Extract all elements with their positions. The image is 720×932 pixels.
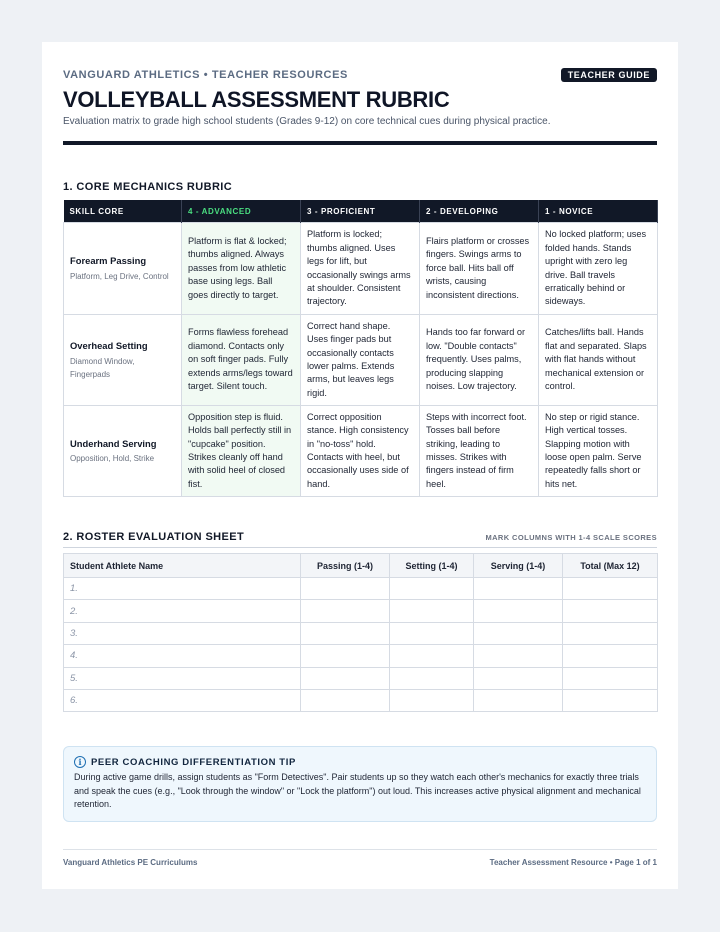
rubric-row-forearm-passing xyxy=(64,223,658,315)
col-passing: Passing (1-4) xyxy=(301,554,390,578)
teacher-guide-badge: TEACHER GUIDE xyxy=(561,68,657,82)
roster-row xyxy=(64,622,658,644)
passing-score-cell[interactable] xyxy=(301,578,390,600)
skill-name: Underhand Serving xyxy=(70,437,157,449)
developing-cell: Steps with incorrect foot. Tosses ball before striking, leading to misses. Strikes with fingers instead of firm heel. xyxy=(420,406,539,497)
athlete-name-cell[interactable]: 5. xyxy=(64,667,301,689)
footer-left: Vanguard Athletics PE Curriculums xyxy=(63,858,198,867)
col-serving: Serving (1-4) xyxy=(474,554,563,578)
roster-section-header xyxy=(63,531,657,548)
setting-score-cell[interactable] xyxy=(390,622,474,644)
passing-score-cell[interactable] xyxy=(301,689,390,711)
roster-section-title: 2. ROSTER EVALUATION SHEET xyxy=(63,531,245,543)
advanced-cell: Forms flawless forehead diamond. Contacts only on soft finger pads. Fully extends arms/legs toward target. Silent touch. xyxy=(182,315,301,406)
serving-score-cell[interactable] xyxy=(474,667,563,689)
skill-name: Forearm Passing xyxy=(70,255,147,267)
rubric-table xyxy=(63,200,658,497)
rubric-row-overhead-setting xyxy=(64,315,658,406)
footer-right: Teacher Assessment Resource • Page 1 of 1 xyxy=(489,858,657,867)
rubric-row-underhand-serving xyxy=(64,406,658,497)
setting-score-cell[interactable] xyxy=(390,645,474,667)
peer-coaching-tip-box xyxy=(63,746,657,821)
header-divider xyxy=(63,141,657,145)
serving-score-cell[interactable] xyxy=(474,578,563,600)
roster-row xyxy=(64,667,658,689)
col-athlete-name: Student Athlete Name xyxy=(64,554,301,578)
roster-row xyxy=(64,689,658,711)
total-score-cell[interactable] xyxy=(563,689,658,711)
col-skill-core: SKILL CORE xyxy=(64,200,182,223)
roster-header-row xyxy=(64,554,658,578)
total-score-cell[interactable] xyxy=(563,622,658,644)
tip-body: During active game drills, assign students as "Form Detectives". Pair students up so they watch each other's mechanics for exactly three trials and speak the cues (e.g., "Look through the window" or "Lock the platform") out loud. This increases active physical alignment and mechanical retention. xyxy=(74,772,641,810)
total-score-cell[interactable] xyxy=(563,578,658,600)
developing-cell: Hands too far forward or low. "Double contacts" frequently. Uses palms, producing slapping noises. Low trajectory. xyxy=(420,315,539,406)
setting-score-cell[interactable] xyxy=(390,600,474,622)
total-score-cell[interactable] xyxy=(563,667,658,689)
passing-score-cell[interactable] xyxy=(301,622,390,644)
page-title: VOLLEYBALL ASSESSMENT RUBRIC xyxy=(63,87,450,112)
advanced-cell: Opposition step is fluid. Holds ball perfectly still in "cupcake" position. Strikes cleanly off hand with solid heel of closed fist. xyxy=(182,406,301,497)
roster-row xyxy=(64,645,658,667)
novice-cell: No step or rigid stance. High vertical tosses. Slapping motion with loose open palm. Serve repeatedly falls short or hits net. xyxy=(539,406,658,497)
serving-score-cell[interactable] xyxy=(474,600,563,622)
rubric-section-title: 1. CORE MECHANICS RUBRIC xyxy=(63,181,233,193)
athlete-name-cell[interactable]: 3. xyxy=(64,622,301,644)
skill-name: Overhead Setting xyxy=(70,340,148,352)
col-total: Total (Max 12) xyxy=(563,554,658,578)
col-advanced: 4 - ADVANCED xyxy=(182,200,301,223)
col-proficient: 3 - PROFICIENT xyxy=(301,200,420,223)
page-footer xyxy=(63,849,657,867)
col-novice: 1 - NOVICE xyxy=(539,200,658,223)
skill-cues: Opposition, Hold, Strike xyxy=(70,454,155,464)
col-developing: 2 - DEVELOPING xyxy=(420,200,539,223)
skill-cell xyxy=(64,315,182,406)
serving-score-cell[interactable] xyxy=(474,645,563,667)
rubric-header-row xyxy=(64,200,658,223)
proficient-cell: Correct opposition stance. High consistency in "no-toss" hold. Contacts with heel, but occasionally uses side of hand. xyxy=(301,406,420,497)
skill-cues: Diamond Window, Fingerpads xyxy=(70,356,135,379)
total-score-cell[interactable] xyxy=(563,600,658,622)
proficient-cell: Correct hand shape. Uses finger pads but occasionally contacts lower palms. Extends arms, but leaves legs rigid. xyxy=(301,315,420,406)
novice-cell: Catches/lifts ball. Hands flat and separated. Slaps with flat hands without mechanical extension or control. xyxy=(539,315,658,406)
passing-score-cell[interactable] xyxy=(301,600,390,622)
roster-scale-note: MARK COLUMNS WITH 1-4 SCALE SCORES xyxy=(485,532,657,542)
header-top-row xyxy=(63,68,657,82)
athlete-name-cell[interactable]: 6. xyxy=(64,689,301,711)
roster-row xyxy=(64,600,658,622)
document-page xyxy=(42,42,678,889)
serving-score-cell[interactable] xyxy=(474,622,563,644)
passing-score-cell[interactable] xyxy=(301,645,390,667)
passing-score-cell[interactable] xyxy=(301,667,390,689)
athlete-name-cell[interactable]: 1. xyxy=(64,578,301,600)
skill-cell xyxy=(64,223,182,315)
page-subtitle: Evaluation matrix to grade high school students (Grades 9-12) on core technical cues during physical practice. xyxy=(63,116,551,127)
tip-header xyxy=(74,756,646,768)
novice-cell: No locked platform; uses folded hands. Stands upright with zero leg drive. Ball travels erratically behind or sideways. xyxy=(539,223,658,315)
tip-title: PEER COACHING DIFFERENTIATION TIP xyxy=(91,756,296,768)
roster-row xyxy=(64,578,658,600)
skill-cell xyxy=(64,406,182,497)
advanced-cell: Platform is flat & locked; thumbs aligned. Always passes from low athletic base using legs. Ball goes directly to target. xyxy=(182,223,301,315)
info-icon: i xyxy=(74,756,86,768)
skill-cues: Platform, Leg Drive, Control xyxy=(70,271,169,281)
org-label: VANGUARD ATHLETICS • TEACHER RESOURCES xyxy=(63,69,348,81)
serving-score-cell[interactable] xyxy=(474,689,563,711)
developing-cell: Flairs platform or crosses fingers. Swings arms to force ball. Hits ball off wrists, causing inconsistent directions. xyxy=(420,223,539,315)
col-setting: Setting (1-4) xyxy=(390,554,474,578)
athlete-name-cell[interactable]: 2. xyxy=(64,600,301,622)
setting-score-cell[interactable] xyxy=(390,578,474,600)
total-score-cell[interactable] xyxy=(563,645,658,667)
athlete-name-cell[interactable]: 4. xyxy=(64,645,301,667)
setting-score-cell[interactable] xyxy=(390,689,474,711)
roster-table xyxy=(63,553,658,712)
setting-score-cell[interactable] xyxy=(390,667,474,689)
proficient-cell: Platform is locked; thumbs aligned. Uses legs for lift, but occasionally swings arms at shoulder. Consistent trajectory. xyxy=(301,223,420,315)
